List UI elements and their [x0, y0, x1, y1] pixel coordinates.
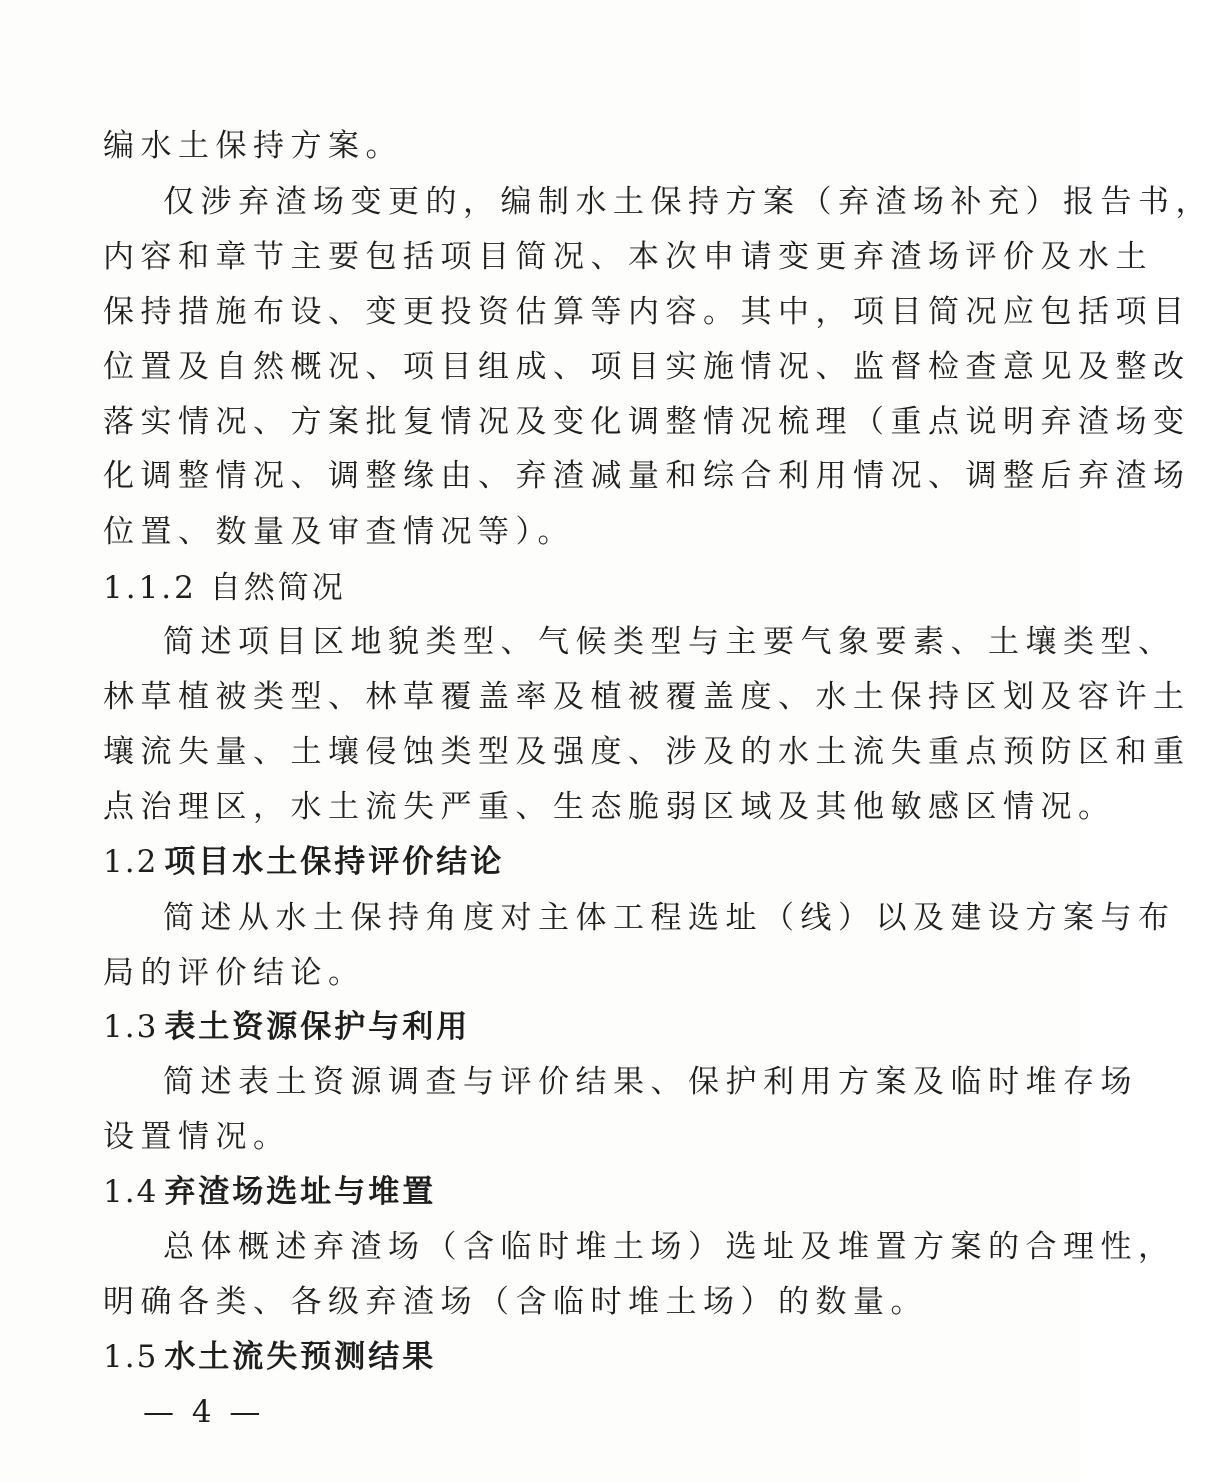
- text-line: 简述表土资源调查与评价结果、保护利用方案及临时堆存场: [163, 1064, 1138, 1100]
- text-line: 仅涉弃渣场变更的，编制水土保持方案（弃渣场补充）报告书，: [163, 184, 1213, 220]
- section-heading-1-1-2: 1.1.2 自然简况: [103, 570, 346, 606]
- heading-number: 1.4: [103, 1174, 159, 1210]
- text-line: 编水土保持方案。: [103, 128, 403, 164]
- section-heading-1-4: [103, 1172, 983, 1212]
- heading-title: 表土资源保护与利用: [164, 1009, 471, 1045]
- text-line: 内容和章节主要包括项目简况、本次申请变更弃渣场评价及水土: [103, 239, 1153, 275]
- heading-title: 水土流失预测结果: [164, 1339, 437, 1375]
- heading-title: 项目水土保持评价结论: [164, 844, 505, 880]
- page-number: — 4 —: [143, 1394, 265, 1430]
- section-heading-1-2: [103, 842, 983, 882]
- heading-number: 1.5: [103, 1339, 159, 1375]
- section-heading-1-3: [103, 1007, 983, 1047]
- text-line: 林草植被类型、林草覆盖率及植被覆盖度、水土保持区划及容许土: [103, 679, 1191, 715]
- section-heading-1-5: [103, 1337, 983, 1377]
- text-line: 简述从水土保持角度对主体工程选址（线）以及建设方案与布: [163, 900, 1176, 936]
- text-line: 局的评价结论。: [103, 955, 366, 991]
- heading-title: 弃渣场选址与堆置: [164, 1174, 437, 1210]
- text-line: 简述项目区地貌类型、气候类型与主要气象要素、土壤类型、: [163, 624, 1176, 660]
- text-line: 位置及自然概况、项目组成、项目实施情况、监督检查意见及整改: [103, 349, 1191, 385]
- text-line: 化调整情况、调整缘由、弃渣减量和综合利用情况、调整后弃渣场: [103, 458, 1191, 494]
- text-line: 保持措施布设、变更投资估算等内容。其中，项目简况应包括项目: [103, 294, 1191, 330]
- heading-number: 1.3: [103, 1009, 159, 1045]
- text-line: 明确各类、各级弃渣场（含临时堆土场）的数量。: [103, 1284, 928, 1320]
- text-line: 设置情况。: [103, 1119, 291, 1155]
- heading-number: 1.2: [103, 844, 159, 880]
- text-line: 点治理区，水土流失严重、生态脆弱区域及其他敏感区情况。: [103, 789, 1116, 825]
- text-line: 落实情况、方案批复情况及变化调整情况梳理（重点说明弃渣场变: [103, 404, 1191, 440]
- text-line: 位置、数量及审查情况等）。: [103, 514, 575, 550]
- text-line: 总体概述弃渣场（含临时堆土场）选址及堆置方案的合理性，: [163, 1229, 1176, 1265]
- text-line: 壤流失量、土壤侵蚀类型及强度、涉及的水土流失重点预防区和重: [103, 734, 1191, 770]
